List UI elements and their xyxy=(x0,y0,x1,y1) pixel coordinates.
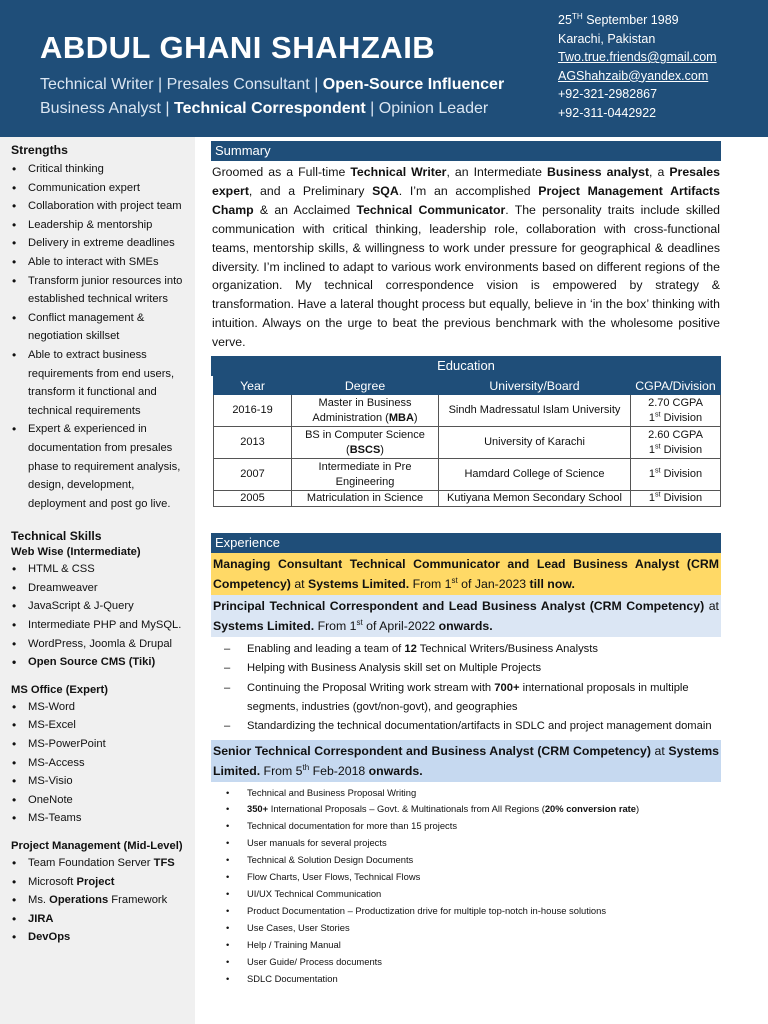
roles-text: Technical Writer | Presales Consultant | xyxy=(40,76,323,93)
list-item: • Dreamweaver xyxy=(11,579,187,598)
list-item: • Use Cases, User Stories xyxy=(211,920,721,937)
list-item: • MS-Word xyxy=(11,698,187,717)
column-header: Year xyxy=(214,377,292,395)
table-row xyxy=(214,395,721,427)
date-of-birth: 25TH September 1989 xyxy=(558,11,679,27)
education-table xyxy=(213,376,721,507)
job-title-senior: Senior Technical Correspondent and Business Analyst (CRM Competency) at Systems Limited. From 5th Feb-2018 onwards. xyxy=(211,740,721,782)
table-row xyxy=(214,459,721,491)
list-item: • MS-Excel xyxy=(11,716,187,735)
list-item: • Open Source CMS (Tiki) xyxy=(11,653,187,672)
table-cell: Kutiyana Memon Secondary School xyxy=(439,491,631,507)
list-item: • JIRA xyxy=(11,910,187,929)
table-cell: 2.60 CGPA 1st Division xyxy=(631,427,721,459)
strengths-list xyxy=(11,160,187,513)
table-cell: Intermediate in Pre Engineering xyxy=(292,459,439,491)
list-item: • Ms. Operations Framework xyxy=(11,891,187,910)
role-line-1 xyxy=(40,76,504,94)
candidate-name: ABDUL GHANI SHAHZAIB xyxy=(40,30,436,65)
list-item: • 350+ International Proposals – Govt. & Multinationals from All Regions (20% conversion rate) xyxy=(211,801,721,818)
list-item: • MS-Access xyxy=(11,754,187,773)
list-item: • Microsoft Project xyxy=(11,873,187,892)
table-cell: BS in Computer Science (BSCS) xyxy=(292,427,439,459)
table-cell: University of Karachi xyxy=(439,427,631,459)
list-item: • SDLC Documentation xyxy=(211,971,721,988)
list-item: • Intermediate PHP and MySQL. xyxy=(11,616,187,635)
list-item: • Product Documentation – Productization drive for multiple top-notch in-house solutions xyxy=(211,903,721,920)
job-title-current: Managing Consultant Technical Communicator and Lead Business Analyst (CRM Competency) at Systems Limited. From 1st of Jan-2023 till now. xyxy=(211,553,721,595)
list-item: • HTML & CSS xyxy=(11,560,187,579)
table-cell: 2016-19 xyxy=(214,395,292,427)
column-header: University/Board xyxy=(439,377,631,395)
principal-duties-list xyxy=(211,640,721,736)
table-cell: 2.70 CGPA 1st Division xyxy=(631,395,721,427)
office-skills-list xyxy=(11,698,187,828)
list-item: – Standardizing the technical documentation/artifacts in SDLC and project management domain xyxy=(211,717,721,736)
summary-heading: Summary xyxy=(211,141,721,161)
roles-text: | Opinion Leader xyxy=(365,100,489,117)
list-item: • Help / Training Manual xyxy=(211,937,721,954)
roles-text: Business Analyst | xyxy=(40,100,174,117)
list-item: • Conflict management & negotiation skillset xyxy=(11,309,187,346)
office-skills-subheading: MS Office (Expert) xyxy=(11,683,108,696)
list-item: • MS-PowerPoint xyxy=(11,735,187,754)
education-heading: Education xyxy=(211,356,721,376)
list-item: • OneNote xyxy=(11,791,187,810)
list-item: • Transform junior resources into established technical writers xyxy=(11,272,187,309)
summary-text: Groomed as a Full-time Technical Writer, an Intermediate Business analyst, a Presales expert, and a Preliminary SQA. I’m an accomplished Project Management Artifacts Champ & an Acclaimed Technical Communicator. The personality traits include skilled communication with critical thinking, leadership role, collaboration with cross-functional teams, mentorship skills, & willingness to work under pressure for geographical & deadlines diversity. I’m inclined to adapt to various work environments based on different regions of the organization. My technical correspondence vision is empowered by strategy & transformation. Have a lateral thought process but equally, believe in ‘in the box’ thinking with intuition. Always on the urge to beat the previous benchmark with the wholesome positive verve. xyxy=(212,165,720,350)
list-item: • MS-Teams xyxy=(11,809,187,828)
column-header: CGPA/Division xyxy=(631,377,721,395)
list-item: • User Guide/ Process documents xyxy=(211,954,721,971)
table-header-row xyxy=(214,377,721,395)
main-column xyxy=(211,141,721,987)
table-row xyxy=(214,491,721,507)
sidebar xyxy=(0,137,195,1024)
list-item: • Team Foundation Server TFS xyxy=(11,854,187,873)
list-item: • Technical and Business Proposal Writing xyxy=(211,785,721,802)
table-cell: 1st Division xyxy=(631,491,721,507)
list-item: • Technical & Solution Design Documents xyxy=(211,852,721,869)
location: Karachi, Pakistan xyxy=(558,31,656,46)
list-item: • Expert & experienced in documentation from presales phase to requirement analysis, design, development, deployment and post go live. xyxy=(11,420,187,513)
list-item: • DevOps xyxy=(11,928,187,947)
web-skills-subheading: Web Wise (Intermediate) xyxy=(11,546,141,559)
list-item: • Able to interact with SMEs xyxy=(11,253,187,272)
email-link-secondary[interactable]: AGShahzaib@yandex.com xyxy=(558,68,709,83)
list-item: • Flow Charts, User Flows, Technical Flows xyxy=(211,869,721,886)
table-cell: Matriculation in Science xyxy=(292,491,439,507)
table-cell: 2007 xyxy=(214,459,292,491)
table-cell: Master in Business Administration (MBA) xyxy=(292,395,439,427)
email-link-primary[interactable]: Two.true.friends@gmail.com xyxy=(558,50,717,64)
list-item: • Technical documentation for more than 15 projects xyxy=(211,818,721,835)
project-management-list xyxy=(11,854,187,947)
job-title-principal: Principal Technical Correspondent and Lead Business Analyst (CRM Competency) at Systems Limited. From 1st of April-2022 onwards. xyxy=(211,595,721,637)
table-cell: 2005 xyxy=(214,491,292,507)
strengths-heading: Strengths xyxy=(11,143,68,157)
list-item: • Able to extract business requirements from end users, transform it functional and technical requirements xyxy=(11,346,187,420)
resume-header xyxy=(0,0,768,137)
phone-primary: +92-321-2982867 xyxy=(558,87,658,101)
list-item: • Leadership & mentorship xyxy=(11,216,187,235)
role-highlight: Open-Source Influencer xyxy=(322,76,505,93)
table-cell: 1st Division xyxy=(631,459,721,491)
list-item: • User manuals for several projects xyxy=(211,835,721,852)
experience-heading: Experience xyxy=(211,533,721,553)
contact-block xyxy=(558,11,717,122)
list-item: – Helping with Business Analysis skill set on Multiple Projects xyxy=(211,659,721,678)
table-cell: Sindh Madressatul Islam University xyxy=(439,395,631,427)
list-item: • UI/UX Technical Communication xyxy=(211,886,721,903)
table-row xyxy=(214,427,721,459)
phone-secondary: +92-311-0442922 xyxy=(558,105,657,120)
list-item: • JavaScript & J-Query xyxy=(11,597,187,616)
list-item: – Enabling and leading a team of 12 Technical Writers/Business Analysts xyxy=(211,640,721,659)
list-item: • Communication expert xyxy=(11,179,187,198)
list-item: • Collaboration with project team xyxy=(11,197,187,216)
list-item: • MS-Visio xyxy=(11,772,187,791)
table-cell: Hamdard College of Science xyxy=(439,459,631,491)
senior-duties-list xyxy=(211,785,721,988)
role-highlight: Technical Correspondent xyxy=(174,100,366,117)
list-item: • Delivery in extreme deadlines xyxy=(11,234,187,253)
project-management-subheading: Project Management (Mid-Level) xyxy=(11,840,183,852)
web-skills-list xyxy=(11,560,187,672)
technical-skills-heading: Technical Skills xyxy=(11,529,102,544)
column-header: Degree xyxy=(292,377,439,395)
list-item: – Continuing the Proposal Writing work stream with 700+ international proposals in multiple segments, industries (govt/non-govt), and geographies xyxy=(211,679,721,718)
table-cell: 2013 xyxy=(214,427,292,459)
list-item: • WordPress, Joomla & Drupal xyxy=(11,635,187,654)
role-line-2 xyxy=(40,100,488,118)
list-item: • Critical thinking xyxy=(11,160,187,179)
